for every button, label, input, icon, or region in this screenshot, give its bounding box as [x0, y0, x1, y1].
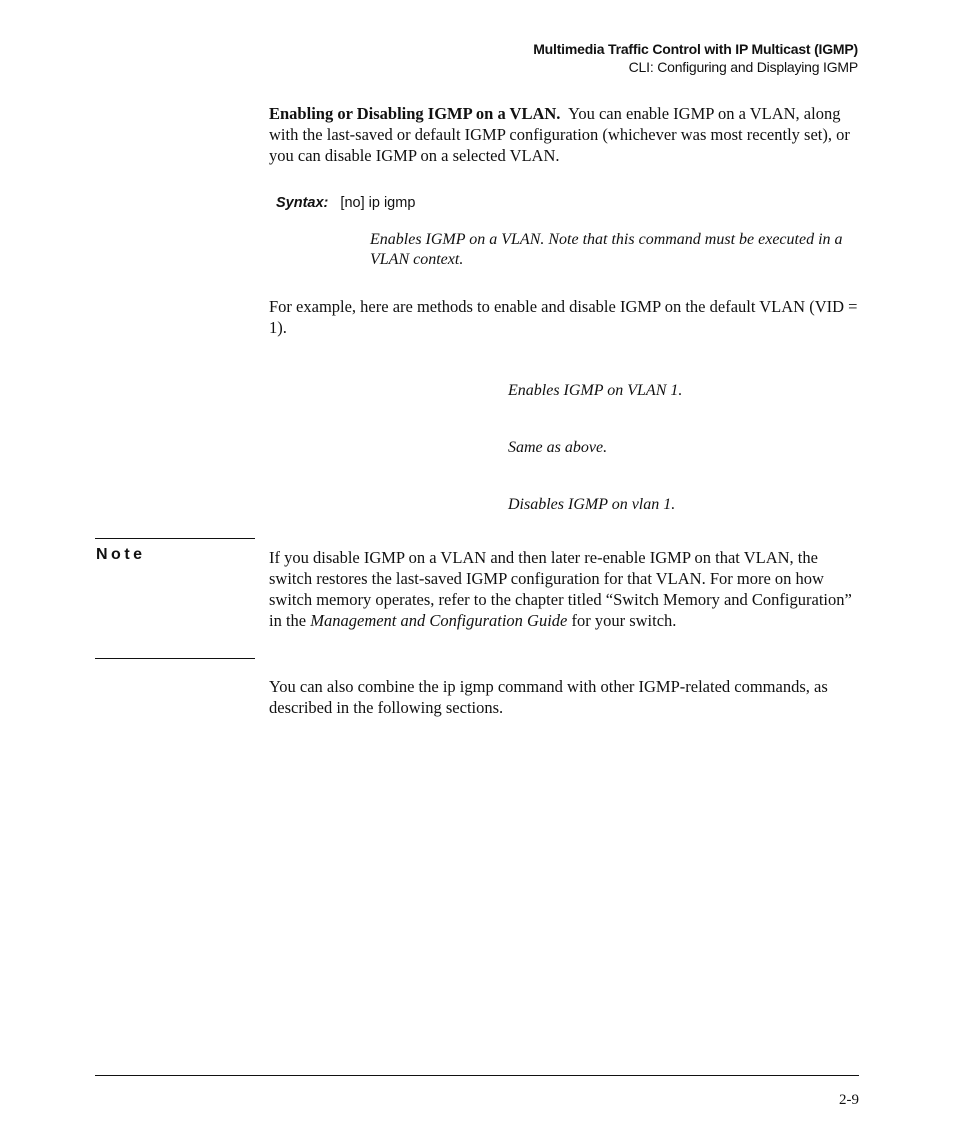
intro-heading: Enabling or Disabling IGMP on a VLAN. — [269, 104, 561, 123]
note-label: Note — [96, 546, 146, 563]
note-top-rule — [95, 538, 255, 539]
running-header-chapter-title: Multimedia Traffic Control with IP Multicast (IGMP) — [533, 41, 858, 57]
syntax-command: [no] ip igmp — [340, 195, 416, 211]
example-description-1: Enables IGMP on VLAN 1. — [508, 382, 683, 399]
note-text-before: If you disable IGMP on a VLAN and then later re-enable IGMP on that VLAN, the switch restores the last-saved IGMP configuration for that VLAN. For more on how switch memory operates, refer to the chapter titled “Switch Memory and Configuration” in the — [269, 548, 852, 630]
page-number: 2-9 — [839, 1092, 859, 1108]
example-description-2: Same as above. — [508, 439, 608, 456]
running-header-section-title: CLI: Configuring and Displaying IGMP — [628, 59, 858, 75]
syntax-line — [276, 195, 415, 211]
note-guide-title: Management and Configuration Guide — [310, 611, 568, 630]
intro-text: You can enable IGMP on a VLAN, along with the last-saved or default IGMP configuration (whichever was most recently set), or you can disable IGMP on a selected VLAN. — [269, 104, 850, 165]
note-paragraph — [269, 547, 859, 631]
intro-paragraph — [269, 103, 859, 166]
example-description-3: Disables IGMP on vlan 1. — [508, 496, 676, 513]
footer-rule — [95, 1075, 859, 1076]
syntax-description: Enables IGMP on a VLAN. Note that this command must be executed in a VLAN context. — [370, 231, 843, 268]
example-intro-paragraph: For example, here are methods to enable and disable IGMP on the default VLAN (VID = 1). — [269, 297, 858, 337]
note-bottom-rule — [95, 658, 255, 659]
syntax-label: Syntax: — [276, 195, 329, 211]
note-text-after: for your switch. — [567, 611, 677, 630]
closing-paragraph: You can also combine the ip igmp command with other IGMP-related commands, as described in the following sections. — [269, 677, 828, 717]
